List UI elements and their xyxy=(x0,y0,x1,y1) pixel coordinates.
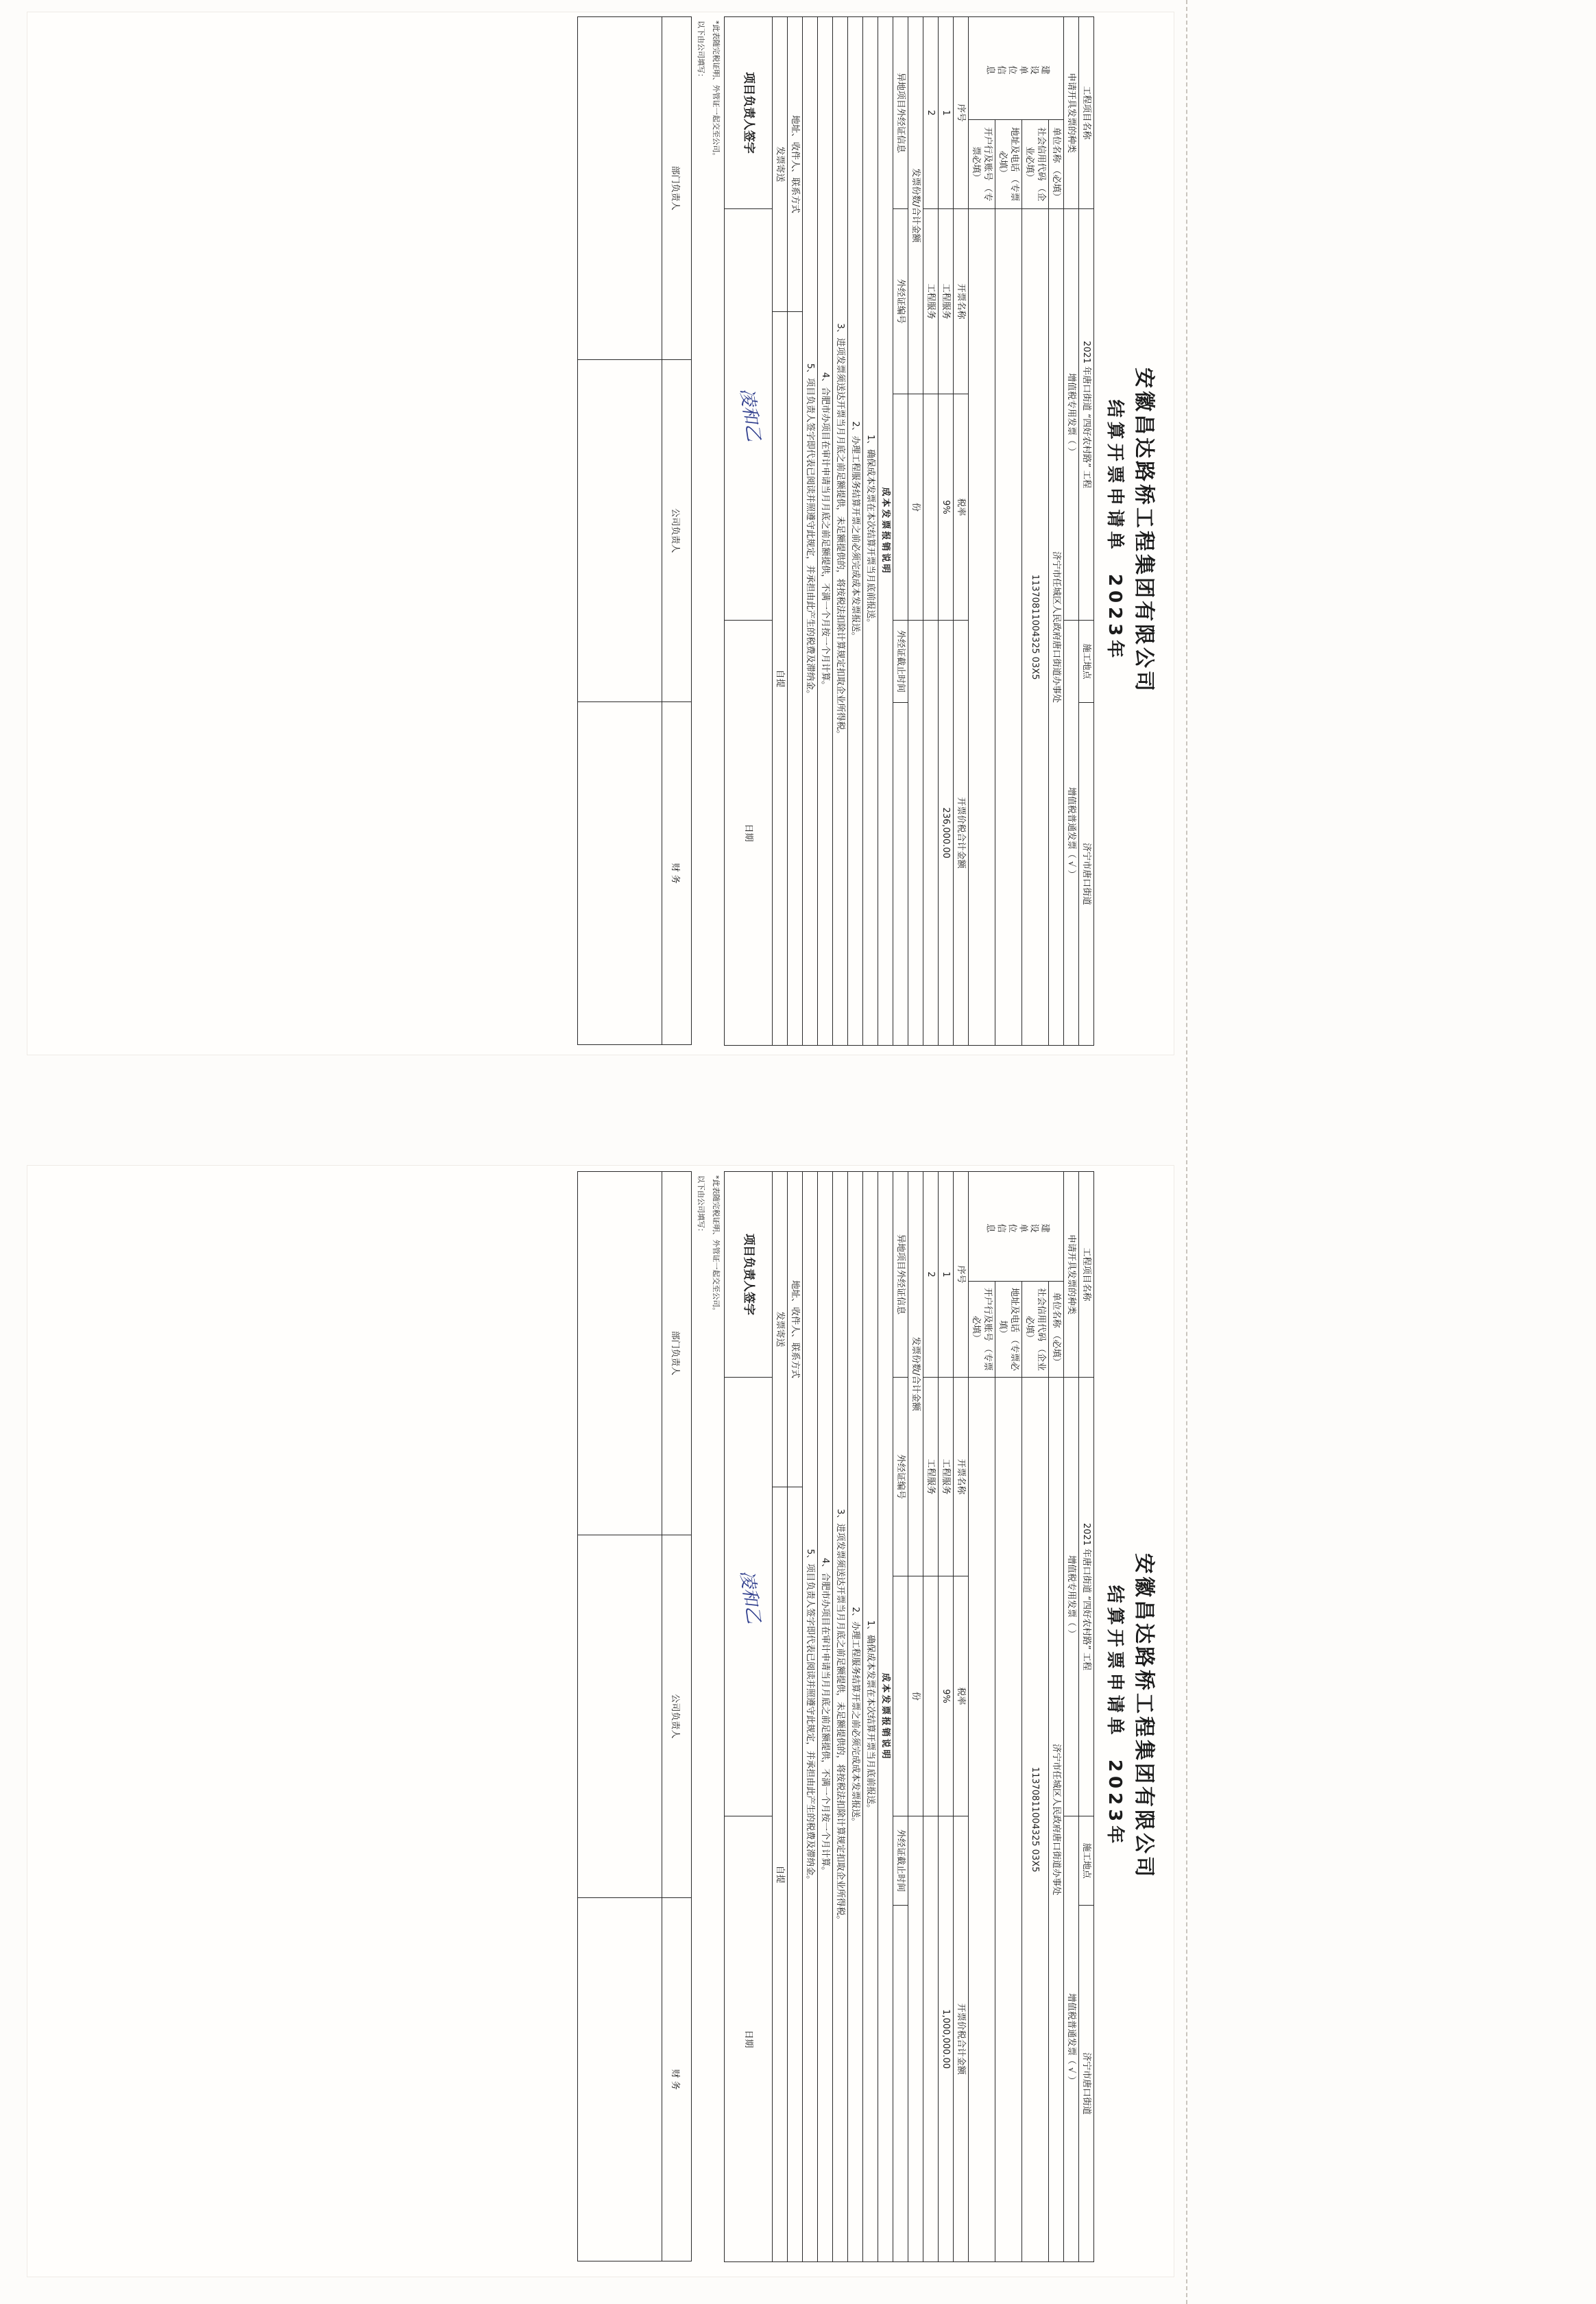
table-row xyxy=(939,1172,954,2262)
value-unit-name[interactable]: 济宁市任城区人民政府唐口街道办事处 xyxy=(1049,209,1064,1046)
label-project-name: 工程项目名称 xyxy=(1079,17,1094,209)
office-dept-head-2: 部门负责人 xyxy=(662,1172,692,1535)
label-contact: 地址、收件人、联系方式 xyxy=(788,17,803,312)
row-bank-account-2 xyxy=(969,1172,995,2262)
row-signature xyxy=(725,17,773,1046)
table-row xyxy=(923,17,939,1046)
label-credit-code-2: 社会信用代码 （企业必填） xyxy=(1022,1282,1049,1378)
row-external-cert-2 xyxy=(893,1172,908,2262)
row-unit-name xyxy=(1049,17,1064,1046)
row-invoice-type-2 xyxy=(1064,1172,1079,2262)
row-credit-code-2 xyxy=(1022,1172,1049,2262)
label-project-name-2: 工程项目名称 xyxy=(1079,1172,1094,1378)
document-title-2 xyxy=(1101,1171,1159,2261)
office-row-labels-2 xyxy=(662,1172,692,2261)
office-row-blank-2 xyxy=(578,1172,662,2261)
label-site: 施工地点 xyxy=(1079,621,1094,703)
label-external-cert: 异地项目外经证信息 xyxy=(893,17,908,209)
table-row xyxy=(923,1172,939,2262)
cell-rate-1-b[interactable]: 9% xyxy=(939,1576,954,1816)
value-credit-code[interactable]: 11370811004325 03X5 xyxy=(1022,209,1049,1046)
office-dept-head: 部门负责人 xyxy=(662,17,692,360)
label-bank-account-2: 开户行及账号 （专票必填） xyxy=(969,1282,995,1378)
signature-value[interactable]: 凌和乙 xyxy=(725,209,773,621)
row-note-2 xyxy=(848,17,863,1046)
row-copies-2 xyxy=(908,1172,923,2262)
value-delivery[interactable]: 自提 xyxy=(773,312,788,1046)
cell-amount-1[interactable]: 236,000.00 xyxy=(939,621,954,1046)
label-unit-group-2: 建设单位信息 xyxy=(969,1172,1064,1282)
label-delivery-2: 发票寄送 xyxy=(773,1172,788,1487)
label-delivery: 发票寄送 xyxy=(773,17,788,312)
document-title xyxy=(1101,16,1159,1045)
col-no: 序号 xyxy=(954,17,969,209)
row-note-5 xyxy=(803,17,818,1046)
office-finance-sign-2[interactable] xyxy=(578,1898,662,2261)
label-site-2: 施工地点 xyxy=(1079,1816,1094,1906)
value-copies-unit-2[interactable]: 份 xyxy=(908,1576,923,1816)
office-row-blank xyxy=(578,17,662,1045)
row-credit-code xyxy=(1022,17,1049,1046)
form-title: 结算开票申请单 xyxy=(1104,399,1125,553)
label-signature-2: 项目负责人签字 xyxy=(725,1172,773,1378)
label-credit-code: 社会信用代码 （企业必填） xyxy=(1022,120,1049,209)
note-item-3-b: 3、进项发票须送达开票当月月底之前足额提供，未足额提供的，将按税法扣除计算规定扣取企业所得税。 xyxy=(833,1172,848,2262)
invoice-type-special[interactable]: 增值税专用发票（ ） xyxy=(1064,209,1079,621)
signature-date-2[interactable]: 日期 xyxy=(725,1816,773,2262)
office-dept-head-sign-2[interactable] xyxy=(578,1172,662,1535)
row-contact-2 xyxy=(788,1172,803,2262)
row-delivery-2 xyxy=(773,1172,788,2262)
office-note-2: 以下由公司填写： xyxy=(697,1175,705,1236)
main-table-2 xyxy=(724,1171,1094,2262)
note-item-1: 1、确保成本发票在本次结算开票当月底前报送。 xyxy=(863,17,878,1046)
form-title-2: 结算开票申请单 xyxy=(1104,1585,1125,1739)
value-bank-account-2[interactable] xyxy=(969,1378,995,2262)
row-external-cert xyxy=(893,17,908,1046)
value-site-2: 济宁市唐口街道 xyxy=(1079,1906,1094,2262)
note-item-4: 4、合肥市办项目在审计申请当月月底之前足额提供，不满一个月按一个月计算。 xyxy=(818,17,833,1046)
form-body-2 xyxy=(41,1171,1159,2261)
invoice-type-general[interactable]: 增值税普通发票（ √ ） xyxy=(1064,621,1079,1046)
cell-rate-2[interactable] xyxy=(923,394,939,621)
value-copies-unit[interactable]: 份 xyxy=(908,394,923,621)
cell-rate-2-b[interactable] xyxy=(923,1576,939,1816)
cell-no-1-b: 1 xyxy=(939,1172,954,1378)
row-invoice-type xyxy=(1064,17,1079,1046)
col-amount-2: 开票价税合计金额 xyxy=(954,1816,969,2262)
invoice-type-general-2[interactable]: 增值税普通发票（ √ ） xyxy=(1064,1816,1079,2262)
value-project-name: 2021 年唐口街道 “四好农村路” 工程 xyxy=(1079,209,1094,621)
value-copies-amount-2[interactable] xyxy=(908,1816,923,2262)
row-note-3-b xyxy=(833,1172,848,2262)
office-finance-sign[interactable] xyxy=(578,702,662,1045)
label-bank-account: 开户行及账号 （专票必填） xyxy=(969,120,995,209)
value-cert-deadline-2[interactable] xyxy=(893,1906,908,2262)
note-item-3: 3、进项发票须送达开票当月月底之前足额提供，未足额提供的，将按税法扣除计算规定扣取企业所得税。 xyxy=(833,17,848,1046)
office-note: 以下由公司填写： xyxy=(697,21,705,81)
note-item-1-b: 1、确保成本发票在本次结算开票当月底前报送。 xyxy=(863,1172,878,2262)
notes-heading: 成本发票报销说明 xyxy=(878,17,893,1046)
invoice-type-special-2[interactable]: 增值税专用发票（ ） xyxy=(1064,1378,1079,1816)
form-body-1 xyxy=(41,16,1159,1045)
value-copies-amount[interactable] xyxy=(908,621,923,1046)
row-note-5-b xyxy=(803,1172,818,2262)
note-item-4-b: 4、合肥市办项目在审计申请当月月底之前足额提供，不满一个月按一个月计算。 xyxy=(818,1172,833,2262)
value-cert-deadline[interactable] xyxy=(893,703,908,1046)
label-address-phone-2: 地址及电话 （专票必填） xyxy=(995,1282,1022,1378)
cell-name-1[interactable]: 工程服务 xyxy=(939,209,954,394)
row-project-name-2 xyxy=(1079,1172,1094,2262)
office-company-head-sign-2[interactable] xyxy=(578,1535,662,1898)
value-site: 济宁市唐口街道 xyxy=(1079,703,1094,1046)
value-contact[interactable] xyxy=(788,312,803,1046)
notes-heading-2: 成本发票报销说明 xyxy=(878,1172,893,2262)
office-finance-2: 财 务 xyxy=(662,1898,692,2261)
office-company-head-sign[interactable] xyxy=(578,359,662,702)
cell-amount-1-b[interactable]: 1,000,000.00 xyxy=(939,1816,954,2262)
label-unit-group: 建设单位信息 xyxy=(969,17,1064,120)
label-unit-name-2: 单位名称 （必填） xyxy=(1049,1282,1064,1378)
cell-amount-2[interactable] xyxy=(923,621,939,1046)
label-unit-name: 单位名称 （必填） xyxy=(1049,120,1064,209)
office-finance: 财 务 xyxy=(662,702,692,1045)
cell-rate-1[interactable]: 9% xyxy=(939,394,954,621)
value-delivery-2[interactable]: 自提 xyxy=(773,1487,788,2262)
row-contact xyxy=(788,17,803,1046)
col-name: 开票名称 xyxy=(954,209,969,394)
row-project-name xyxy=(1079,17,1094,1046)
form-year: 2023年 xyxy=(1104,573,1125,662)
row-items-header xyxy=(954,17,969,1046)
row-note-4 xyxy=(818,17,833,1046)
office-company-head-2: 公司负责人 xyxy=(662,1535,692,1898)
value-credit-code-2[interactable]: 11370811004325 03X5 xyxy=(1022,1378,1049,2262)
office-row-labels xyxy=(662,17,692,1045)
label-external-cert-2: 异地项目外经证信息 xyxy=(893,1172,908,1378)
value-contact-2[interactable] xyxy=(788,1487,803,2262)
note-item-5-b: 5、项目负责人签字即代表已阅读并照遵守此规定，并承担由此产生的税费及滞纳金。 xyxy=(803,1172,818,2262)
page-fold-line xyxy=(1186,0,1187,2304)
main-table-1 xyxy=(724,16,1094,1046)
row-signature-2 xyxy=(725,1172,773,2262)
row-note-4-b xyxy=(818,1172,833,2262)
cell-name-2[interactable]: 工程服务 xyxy=(923,209,939,394)
label-copies: 发票份数/合计金额 xyxy=(908,17,923,394)
cell-name-1-b[interactable]: 工程服务 xyxy=(939,1378,954,1576)
cell-no-2: 2 xyxy=(923,17,939,209)
label-address-phone: 地址及电话 （专票必填） xyxy=(995,120,1022,209)
company-name-2: 安徽昌达路桥工程集团有限公司 xyxy=(1132,1553,1156,1880)
label-cert-deadline: 外经证截止时间 xyxy=(893,621,908,703)
company-name: 安徽昌达路桥工程集团有限公司 xyxy=(1132,368,1156,694)
value-address-phone[interactable] xyxy=(995,209,1022,1046)
row-address-phone xyxy=(995,17,1022,1046)
footer-note: *此表随完税证明、外管证一起交至公司。 xyxy=(712,21,721,160)
label-contact-2: 地址、收件人、联系方式 xyxy=(788,1172,803,1487)
note-item-5: 5、项目负责人签字即代表已阅读并照遵守此规定，并承担由此产生的税费及滞纳金。 xyxy=(803,17,818,1046)
label-copies-2: 发票份数/合计金额 xyxy=(908,1172,923,1576)
row-items-header-2 xyxy=(954,1172,969,2262)
value-address-phone-2[interactable] xyxy=(995,1378,1022,2262)
signature-value-2[interactable]: 凌和乙 xyxy=(725,1378,773,1816)
label-invoice-type-2: 申请开具发票的种类 xyxy=(1064,1172,1079,1378)
footer-note-2: *此表随完税证明、外管证一起交至公司。 xyxy=(712,1175,721,1315)
cell-name-2-b[interactable]: 工程服务 xyxy=(923,1378,939,1576)
note-item-2: 2、办理工程服务结算开票之前必须完成成本发票报送。 xyxy=(848,17,863,1046)
col-amount: 开票价税合计金额 xyxy=(954,621,969,1046)
note-item-2-b: 2、办理工程服务结算开票之前必须完成成本发票报送。 xyxy=(848,1172,863,2262)
label-signature: 项目负责人签字 xyxy=(725,17,773,209)
value-bank-account[interactable] xyxy=(969,209,995,1046)
row-bank-account xyxy=(969,17,995,1046)
row-note-1 xyxy=(863,17,878,1046)
row-note-3 xyxy=(833,17,848,1046)
value-cert-no[interactable] xyxy=(893,394,908,621)
signature-date[interactable]: 日期 xyxy=(725,621,773,1046)
office-dept-head-sign[interactable] xyxy=(578,17,662,360)
table-row xyxy=(939,17,954,1046)
office-company-head: 公司负责人 xyxy=(662,359,692,702)
row-note-2-b xyxy=(848,1172,863,2262)
value-cert-no-2[interactable] xyxy=(893,1576,908,1816)
label-cert-no-2: 外经证编号 xyxy=(893,1378,908,1576)
label-invoice-type: 申请开具发票的种类 xyxy=(1064,17,1079,209)
col-no-2: 序号 xyxy=(954,1172,969,1378)
cell-amount-2-b[interactable] xyxy=(923,1816,939,2262)
value-project-name-2: 2021 年唐口街道 “四好农村路” 工程 xyxy=(1079,1378,1094,1816)
value-unit-name-2[interactable]: 济宁市任城区人民政府唐口街道办事处 xyxy=(1049,1378,1064,2262)
row-address-phone-2 xyxy=(995,1172,1022,2262)
label-cert-no: 外经证编号 xyxy=(893,209,908,394)
label-cert-deadline-2: 外经证截止时间 xyxy=(893,1816,908,1906)
form-year-2: 2023年 xyxy=(1104,1759,1125,1848)
col-rate-2: 税率 xyxy=(954,1576,969,1816)
row-delivery xyxy=(773,17,788,1046)
cell-no-1: 1 xyxy=(939,17,954,209)
row-copies xyxy=(908,17,923,1046)
office-approval-table-2 xyxy=(577,1171,692,2261)
row-note-1-b xyxy=(863,1172,878,2262)
row-notes-heading xyxy=(878,17,893,1046)
col-rate: 税率 xyxy=(954,394,969,621)
row-notes-heading-2 xyxy=(878,1172,893,2262)
row-unit-name-2 xyxy=(1049,1172,1064,2262)
col-name-2: 开票名称 xyxy=(954,1378,969,1576)
cell-no-2-b: 2 xyxy=(923,1172,939,1378)
office-approval-table-1 xyxy=(577,16,692,1045)
